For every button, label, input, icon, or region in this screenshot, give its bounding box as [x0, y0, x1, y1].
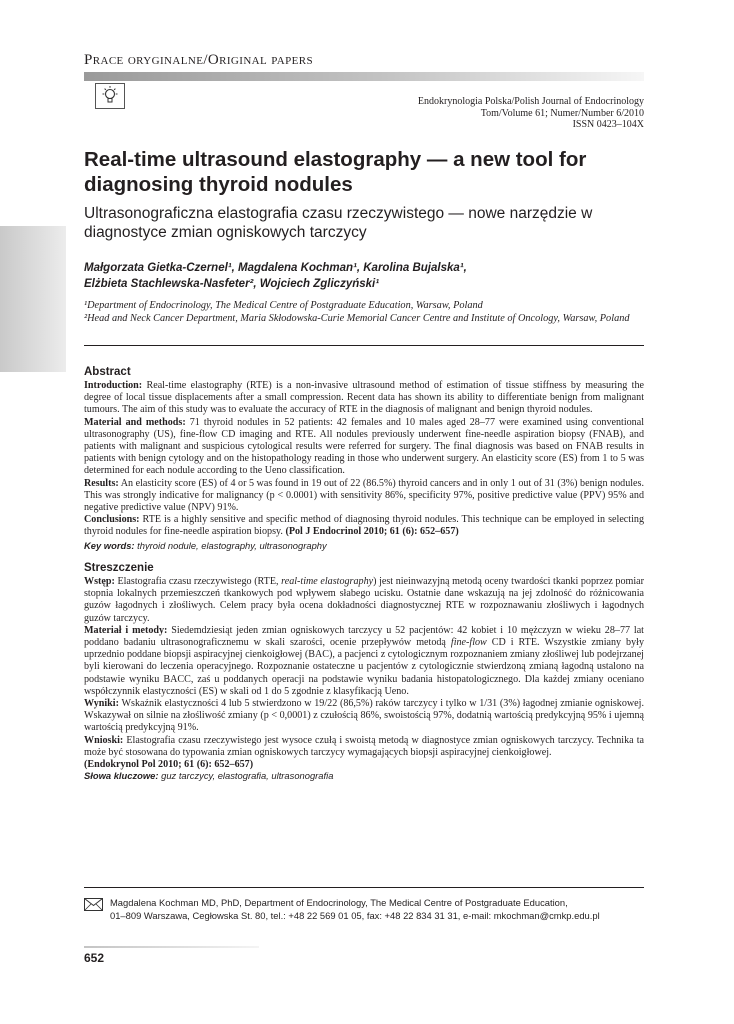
streszczenie-citation: (Endokrynol Pol 2010; 61 (6): 652–657): [84, 759, 254, 771]
envelope-icon: [84, 898, 103, 911]
streszczenie-wstep: Wstęp: Elastografia czasu rzeczywistego (RTE, real-time elastography) jest nieinwazyjną metodą oceny twardości tkanki poprzez pomiar stopnia lokalnych przemieszczeń tkankowych pod wpływem słabego ucisku. Ostatnie dane wskazują na jej zdolność do różnicowania guzów łagodnych i złośliwych. Celem pracy była ocena dokładności diagnostycznej RTE w rozpoznawaniu złośliwych i łagodnych guzów tarczycy.: [84, 576, 644, 624]
lightbulb-icon: [95, 83, 125, 109]
abstract-introduction: Introduction: Real-time elastography (RTE) is a non-invasive ultrasound method of estimation of tissue stiffness by measuring the degree of local tissue displacements after a small compression. Recent data has shown its ability to differentiate benign from malignant tumours. The aim of this study was to evaluate the accuracy of RTE in the diagnosis of malignant and benign thyroid nodules.: [84, 380, 644, 416]
correspondence-address: [110, 896, 650, 923]
abstract-methods: Material and methods: 71 thyroid nodules in 52 patients: 42 females and 10 males aged 28–77 were examined using conventional ultrasonography (US), fine-flow CD imaging and RTE. All nodules previously underwent fine-needle aspiration biopsy (FNAB), and patients with malignant and suspicious cytological results were referred for surgery. The final diagnosis was based on FNAB results in patients with benign cytology and on the histopathology reading in those who underwent surgery. An elasticity score (ES) from 1 to 5 was determined for each nodule according to the Ueno classification.: [84, 416, 644, 477]
author-list: [84, 260, 644, 292]
abstract-conclusions: Conclusions: RTE is a highly sensitive and specific method of diagnosing thyroid nodules. This technique can be employed in selecting thyroid nodules for fine-needle aspiration biopsy. (Pol J Endocrinol 2010; 61 (6): 652–657): [84, 514, 644, 538]
streszczenie-keywords: Słowa kluczowe: guz tarczycy, elastografia, ultrasonografia: [84, 770, 334, 781]
journal-info: [418, 96, 644, 131]
contact-line: 01–809 Warszawa, Cegłowska St. 80, tel.: +48 22 569 01 05, fax: +48 22 834 31 31, e-mail: mkochman@cmkp.edu.pl: [110, 910, 600, 922]
header-rule: [84, 72, 644, 81]
streszczenie-metody: Materiał i metody: Siedemdziesiąt jeden zmian ogniskowych tarczycy u 52 pacjentów: 42 kobiet i 10 mężczyzn w wieku 28–77 lat poddano badaniu ultrasonograficznemu w skali szarości, ocenie przepływów metodą fine-flow CD i RTE. Wszystkie zmiany były uprzednio poddane biopsji aspiracyjnej cienkoigłowej (BAC), a pacjenci z cytologicznym rozpoznaniem zmiany złośliwej lub podejrzanej byli kierowani do leczenia operacyjnego. Rozpoznanie ostateczne u pacjentów z cytologicznie stwierdzoną zmianą łagodną ustalono na podstawie wyniku BACC, zaś u poddanych operacji na podstawie wyniku badania histopatologicznego. Dla każdej zmiany oceniano współczynnik elastyczności (ES) w skali od 1 do 5 zgodnie z klasyfikacją Ueno.: [84, 624, 644, 697]
side-thumb-tab: [0, 226, 66, 372]
streszczenie-wyniki: Wyniki: Wskaźnik elastyczności 4 lub 5 stwierdzono w 19/22 (86,5%) raków tarczycy i tylko w 1/31 (3%) łagodnej zmianie ogniskowej. Wskazywał on silnie na złośliwość zmiany (p < 0,0001) z czułością 86%, swoistością 97%, dodatnią wartością predykcyjną 95% i ujemną wartością predykcyjną 91%.: [84, 698, 644, 734]
page-number: 652: [84, 951, 105, 965]
streszczenie-wnioski: Wnioski: Elastografia czasu rzeczywistego jest wysoce czułą i swoistą metodą w diagnostyce zmian ogniskowych tarczycy. Technika ta może być stosowana do typowania zmian ogniskowych tarczycy wymagających biopsji aspiracyjnej cienkoigłowej.: [84, 734, 644, 758]
section-label: Prace oryginalne/Original papers: [84, 52, 314, 68]
streszczenie-body: [84, 576, 644, 771]
abstract-body: [84, 380, 644, 539]
affiliations: [84, 299, 654, 325]
article-title: Real-time ultrasound elastography — a new tool for diagnosing thyroid nodules: [84, 148, 587, 196]
journal-issn: ISSN 0423–104X: [572, 119, 644, 130]
streszczenie-heading: Streszczenie: [84, 562, 154, 574]
divider: [84, 345, 644, 346]
authors-line: Małgorzata Gietka-Czernel¹, Magdalena Kochman¹, Karolina Bujalska¹,: [84, 262, 467, 274]
authors-line: Elżbieta Stachlewska-Nasfeter², Wojciech Zgliczyński¹: [84, 278, 380, 290]
affiliation: ¹Department of Endocrinology, The Medical Centre of Postgraduate Education, Warsaw, Poland: [84, 300, 483, 311]
journal-name: Endokrynologia Polska/Polish Journal of Endocrinology: [417, 96, 644, 107]
article-subtitle: Ultrasonograficzna elastografia czasu rzeczywistego — nowe narzędzie w diagnostyce zmian ogniskowych tarczycy: [84, 205, 593, 241]
footer-divider: [84, 887, 644, 888]
abstract-keywords: Key words: thyroid nodule, elastography, ultrasonography: [84, 540, 327, 551]
footer-rule: [84, 946, 259, 948]
contact-line: Magdalena Kochman MD, PhD, Department of Endocrinology, The Medical Centre of Postgraduate Education,: [110, 897, 568, 908]
affiliation: ²Head and Neck Cancer Department, Maria Skłodowska-Curie Memorial Cancer Centre and Institute of Oncology, Warsaw, Poland: [84, 313, 630, 324]
abstract-results: Results: An elasticity score (ES) of 4 or 5 was found in 19 out of 22 (86.5%) thyroid cancers and in only 1 out of 31 (3%) benign nodules. This was strongly indicative for malignancy (p < 0.0001) with sensitivity 86%, specificity 97%, positive predictive value (PPV) 95% and negative predictive value (NPV) 91%.: [84, 477, 644, 514]
journal-volume: Tom/Volume 61; Numer/Number 6/2010: [480, 107, 644, 119]
abstract-heading: Abstract: [84, 366, 131, 378]
abstract-citation: (Pol J Endocrinol 2010; 61 (6): 652–657): [282, 526, 459, 538]
